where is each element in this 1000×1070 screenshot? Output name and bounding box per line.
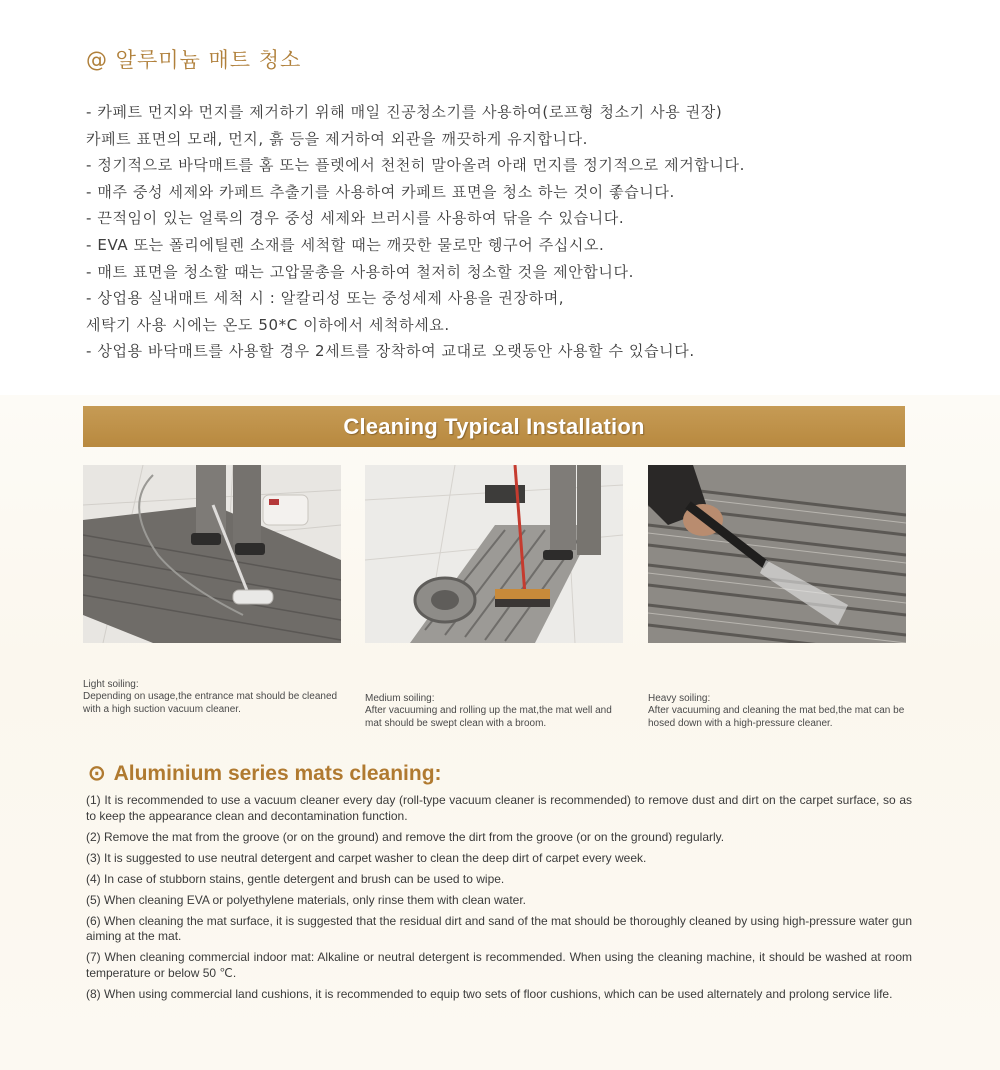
english-item: (2) Remove the mat from the groove (or on the ground) and remove the dirt from the groove (or on the ground) regularly.	[86, 829, 725, 844]
banner-title: Cleaning Typical Installation	[343, 413, 645, 439]
english-title-text: Aluminium series mats cleaning:	[113, 762, 442, 785]
installation-section	[0, 395, 1000, 1070]
caption-text: After vacuuming and rolling up the mat,the mat well and mat should be swept clean with a broom.	[365, 705, 612, 729]
english-item: (3) It is suggested to use neutral detergent and carpet washer to clean the deep dirt of carpet every week.	[86, 850, 647, 865]
korean-title: @ 알루미늄 매트 청소	[86, 48, 302, 72]
vacuum-cleaning-photo	[83, 465, 341, 643]
pressure-washing-photo	[648, 465, 906, 643]
english-item: (7) When cleaning commercial indoor mat: Alkaline or neutral detergent is recommended. When using the cleaning machine, it should be washed at room temperature or below 50 ℃.	[86, 950, 912, 980]
korean-line: - 매주 중성 세제와 카페트 추출기를 사용하여 카페트 표면을 청소 하는 것이 좋습니다.	[86, 182, 675, 201]
english-item: (4) In case of stubborn stains, gentle detergent and brush can be used to wipe.	[86, 871, 505, 886]
english-title	[88, 761, 442, 786]
english-item: (8) When using commercial land cushions, it is recommended to equip two sets of floor cushions, which can be used alternately and prolong service life.	[86, 986, 893, 1001]
korean-line: - 정기적으로 바닥매트를 홈 또는 플렛에서 천천히 말아올려 아래 먼지를 정기적으로 제거합니다.	[86, 156, 745, 175]
english-item: (1) It is recommended to use a vacuum cleaner every day (roll-type vacuum cleaner is recommended) to remove dust and dirt on the carpet surface, so as to keep the appearance clean and decontamination function.	[86, 793, 912, 823]
caption-heavy	[648, 693, 910, 730]
korean-line: - 상업용 바닥매트를 사용할 경우 2세트를 장착하여 교대로 오랫동안 사용할 수 있습니다.	[86, 342, 695, 361]
caption-light	[83, 679, 345, 716]
english-item: (6) When cleaning the mat surface, it is suggested that the residual dirt and sand of the mat should be thoroughly cleaned by using high-pressure water gun aiming at the mat.	[86, 913, 912, 943]
caption-heading: Medium soiling:	[365, 693, 435, 704]
korean-line: - 매트 표면을 청소할 때는 고압물총을 사용하여 철저히 청소할 것을 제안합니다.	[86, 262, 634, 281]
korean-line: 카페트 표면의 모래, 먼지, 흙 등을 제거하여 외관을 깨끗하게 유지합니다.	[86, 129, 589, 148]
installation-banner	[83, 406, 905, 447]
english-list	[86, 793, 912, 1008]
circle-dot-icon: ⊙	[88, 762, 106, 785]
caption-heading: Heavy soiling:	[648, 693, 711, 704]
korean-list	[86, 99, 745, 365]
broom-sweeping-photo	[365, 465, 623, 643]
korean-line: - EVA 또는 폴리에틸렌 소재를 세척할 때는 깨끗한 물로만 헹구어 주십시오.	[86, 235, 605, 254]
korean-line: 세탁기 사용 시에는 온도 50*C 이하에서 세척하세요.	[86, 315, 450, 334]
korean-line: - 상업용 실내매트 세척 시 : 알칼리성 또는 중성세제 사용을 권장하며,	[86, 289, 565, 308]
caption-heading: Light soiling:	[83, 679, 139, 690]
korean-line: - 끈적임이 있는 얼룩의 경우 중성 세제와 브러시를 사용하여 닦을 수 있습니다.	[86, 209, 625, 228]
caption-text: Depending on usage,the entrance mat should be cleaned with a high suction vacuum cleaner.	[83, 691, 338, 715]
english-item: (5) When cleaning EVA or polyethylene materials, only rinse them with clean water.	[86, 892, 526, 907]
caption-text: After vacuuming and cleaning the mat bed,the mat can be hosed down with a high-pressure cleaner.	[648, 705, 905, 729]
korean-line: - 카페트 먼지와 먼지를 제거하기 위해 매일 진공청소기를 사용하여(로프형 청소기 사용 권장)	[86, 103, 723, 121]
caption-medium	[365, 693, 627, 730]
korean-instructions	[0, 0, 1000, 395]
